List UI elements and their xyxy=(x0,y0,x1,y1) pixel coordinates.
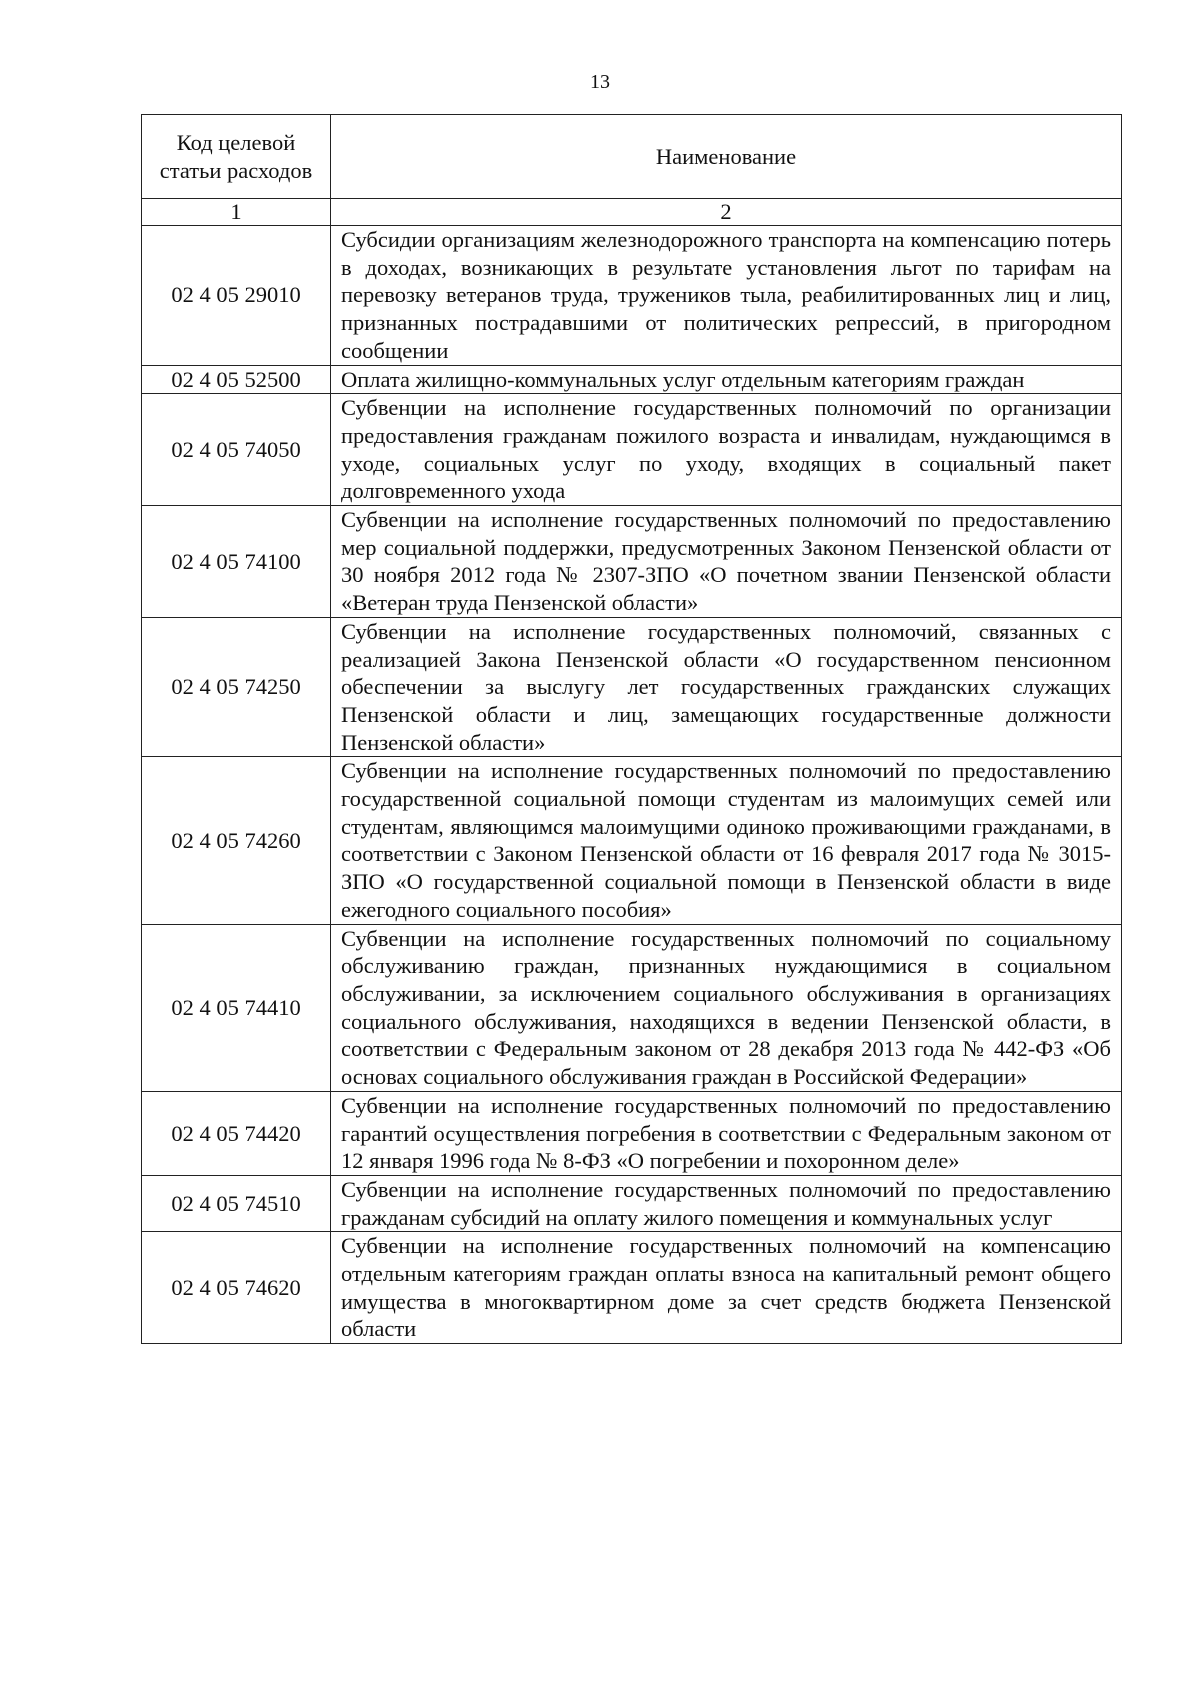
table-row xyxy=(142,506,1122,618)
row-code: 02 4 05 74420 xyxy=(142,1091,331,1175)
budget-classification-table xyxy=(141,114,1122,1344)
row-code: 02 4 05 74260 xyxy=(142,757,331,924)
row-name: Субвенции на исполнение государственных полномочий по социальному обслуживанию граждан, признанных нуждающимися в социальном обслуживании, за исключением социального обслуживания в организациях социального обслуживания, находящихся в ведении Пензенской области, в соответствии с Федеральным законом от 28 декабря 2013 года № 442-ФЗ «Об основах социального обслуживания граждан в Российской Федерации» xyxy=(331,924,1122,1091)
table-row xyxy=(142,394,1122,506)
row-name: Субвенции на исполнение государственных полномочий, связанных с реализацией Закона Пензенской области «О государственном пенсионном обеспечении за выслугу лет государственных гражданских служащих Пензенской области и лиц, замещающих государственные должности Пензенской области» xyxy=(331,617,1122,757)
column-number-1: 1 xyxy=(142,199,331,226)
row-name: Субвенции на исполнение государственных полномочий по организации предоставления гражданам пожилого возраста и инвалидам, нуждающимся в уходе, социальных услуг по уходу, входящих в социальный пакет долговременного ухода xyxy=(331,394,1122,506)
table-row xyxy=(142,1091,1122,1175)
header-name: Наименование xyxy=(331,115,1122,199)
row-code: 02 4 05 74410 xyxy=(142,924,331,1091)
row-name: Субвенции на исполнение государственных полномочий на компенсацию отдельным категориям граждан оплаты взноса на капитальный ремонт общего имущества в многоквартирном доме за счет средств бюджета Пензенской области xyxy=(331,1232,1122,1344)
table-row xyxy=(142,757,1122,924)
row-code: 02 4 05 74510 xyxy=(142,1175,331,1231)
page-number: 13 xyxy=(590,71,610,93)
table-row xyxy=(142,1232,1122,1344)
header-code: Код целевой статьи расходов xyxy=(142,115,331,199)
row-code: 02 4 05 74620 xyxy=(142,1232,331,1344)
row-code: 02 4 05 74250 xyxy=(142,617,331,757)
table-row xyxy=(142,226,1122,366)
table-row xyxy=(142,924,1122,1091)
row-code: 02 4 05 74050 xyxy=(142,394,331,506)
row-code: 02 4 05 52500 xyxy=(142,365,331,394)
row-name: Субсидии организациям железнодорожного транспорта на компенсацию потерь в доходах, возникающих в результате установления льгот по тарифам на перевозку ветеранов труда, тружеников тыла, реабилитированных лиц и лиц, признанных пострадавшими от политических репрессий, в пригородном сообщении xyxy=(331,226,1122,366)
column-numbers-row xyxy=(142,199,1122,226)
column-number-2: 2 xyxy=(331,199,1122,226)
table-row xyxy=(142,1175,1122,1231)
row-code: 02 4 05 74100 xyxy=(142,506,331,618)
table-header-row xyxy=(142,115,1122,199)
row-name: Субвенции на исполнение государственных полномочий по предоставлению гражданам субсидий на оплату жилого помещения и коммунальных услуг xyxy=(331,1175,1122,1231)
table-row xyxy=(142,365,1122,394)
table-row xyxy=(142,617,1122,757)
row-code: 02 4 05 29010 xyxy=(142,226,331,366)
row-name: Оплата жилищно-коммунальных услуг отдельным категориям граждан xyxy=(331,365,1122,394)
row-name: Субвенции на исполнение государственных полномочий по предоставлению государственной социальной помощи студентам из малоимущих семей или студентам, являющимся малоимущими одиноко проживающими гражданами, в соответствии с Законом Пензенской области от 16 февраля 2017 года № 3015-ЗПО «О государственной социальной помощи в Пензенской области в виде ежегодного социального пособия» xyxy=(331,757,1122,924)
row-name: Субвенции на исполнение государственных полномочий по предоставлению гарантий осуществления погребения в соответствии с Федеральным законом от 12 января 1996 года № 8-ФЗ «О погребении и похоронном деле» xyxy=(331,1091,1122,1175)
row-name: Субвенции на исполнение государственных полномочий по предоставлению мер социальной поддержки, предусмотренных Законом Пензенской области от 30 ноября 2012 года № 2307-ЗПО «О почетном звании Пензенской области «Ветеран труда Пензенской области» xyxy=(331,506,1122,618)
